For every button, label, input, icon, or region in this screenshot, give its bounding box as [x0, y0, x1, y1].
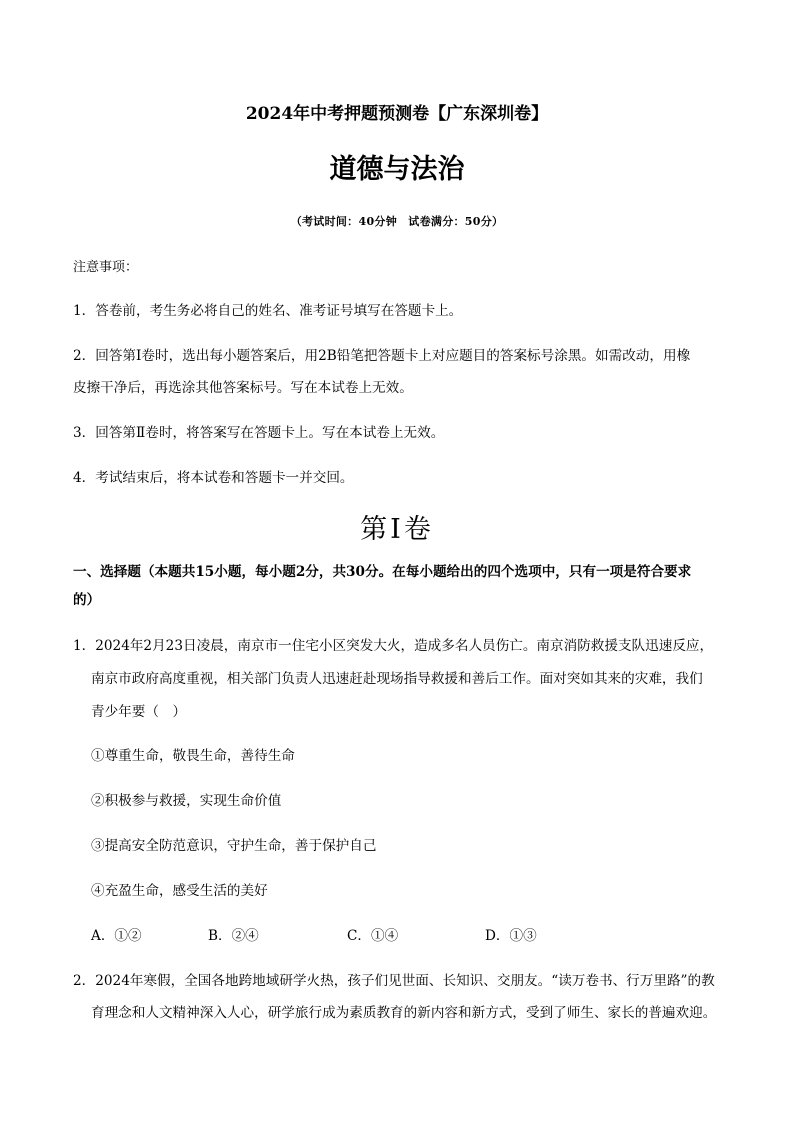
section-title: 第Ⅰ卷: [360, 514, 434, 545]
question-1-option-a: A．①②: [91, 928, 142, 944]
notice-item-2-line-2: 皮擦干净后，再选涂其他答案标号。写在本试卷上无效。: [73, 380, 413, 396]
question-1-option-c: C．①④: [347, 928, 399, 944]
exam-subtitle: 2024年中考押题预测卷【广东深圳卷】: [245, 104, 549, 124]
notice-item-4: 4．考试结束后，将本试卷和答题卡一并交回。: [73, 470, 354, 486]
notice-item-2-line-1: 2．回答第Ⅰ卷时，选出每小题答案后，用2B铅笔把答题卡上对应题目的答案标号涂黑。如需改动，用橡: [73, 348, 691, 364]
question-1-statement-4: ④充盈生命，感受生活的美好: [91, 883, 268, 899]
question-1-line-3: 青少年要（ ）: [91, 704, 187, 720]
section-instructions-line-2: 的）: [73, 592, 101, 608]
question-1-line-2: 南京市政府高度重视，相关部门负责人迅速赶赴现场指导救援和善后工作。面对突如其来的灾难，我们: [91, 671, 703, 687]
question-1-statement-3: ③提高安全防范意识，守护生命，善于保护自己: [91, 838, 377, 854]
question-1-option-b: B．②④: [208, 928, 259, 944]
question-2-line-2: 育理念和人文精神深入人心，研学旅行成为素质教育的新内容和新方式，受到了师生、家长的普遍欢迎。: [91, 1005, 717, 1021]
exam-title: 道德与法治: [329, 154, 465, 185]
exam-time-score-info: （考试时间：40分钟 试卷满分：50分）: [290, 215, 504, 228]
notice-item-3: 3．回答第Ⅱ卷时，将答案写在答题卡上。写在本试卷上无效。: [73, 425, 445, 441]
question-1-statement-1: ①尊重生命，敬畏生命，善待生命: [91, 748, 295, 764]
question-1-statement-2: ②积极参与救援，实现生命价值: [91, 793, 282, 809]
section-instructions-line-1: 一、选择题（本题共15小题，每小题2分，共30分。在每小题给出的四个选项中，只有一项是符合要求: [73, 564, 692, 580]
notice-item-1: 1．答卷前，考生务必将自己的姓名、准考证号填写在答题卡上。: [73, 303, 463, 319]
question-1-line-1: 1．2024年2月23日凌晨，南京市一住宅小区突发大火，造成多名人员伤亡。南京消防救援支队迅速反应，: [73, 638, 714, 654]
question-2-line-1: 2．2024年寒假，全国各地跨地域研学火热，孩子们见世面、长知识、交朋友。“读万卷书、行万里路”的教: [73, 973, 715, 989]
notice-heading: 注意事项：: [73, 260, 139, 275]
question-1-option-d: D．①③: [485, 928, 537, 944]
